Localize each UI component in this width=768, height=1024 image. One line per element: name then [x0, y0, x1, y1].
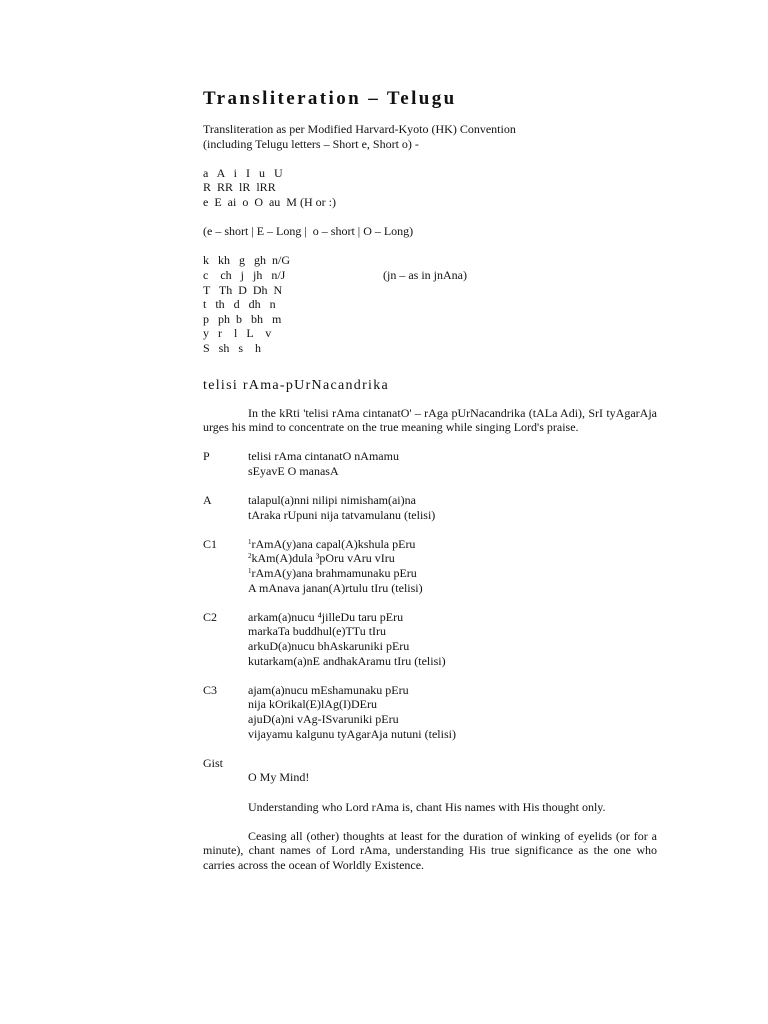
footnote-marker: 1 — [248, 567, 252, 576]
lyric-line: $^1$rAmA(y)ana brahmamunaku pEru — [248, 566, 417, 581]
consonant-line: k kh g gh n/G — [203, 253, 290, 268]
vowel-block — [203, 166, 657, 210]
lyric-line: talapul(a)nni nilipi nimisham(ai)na — [248, 493, 416, 508]
lyric-line: arkuD(a)nucu bhAskaruniki pEru — [248, 639, 410, 653]
lyric-line: ajam(a)nucu mEshamunaku pEru — [248, 682, 409, 697]
section-label: C1 — [203, 536, 218, 551]
footnote-marker: 2 — [248, 552, 252, 561]
section-label: A — [203, 493, 212, 508]
lyric-line: arkam(a)nucu ⁴jilleDu taru pEru — [248, 609, 404, 624]
lyric-line: markaTa buddhul(e)TTu tIru — [248, 624, 387, 639]
consonant-line: t th d dh n — [203, 297, 276, 312]
section-p — [203, 449, 657, 478]
lyric-line: tAraka rUpuni nija tatvamulanu (telisi) — [248, 507, 436, 522]
title-rule: _______________________________________________________ — [203, 112, 550, 122]
lyric-line: sEyavE O manasA — [248, 463, 339, 478]
intro-block — [203, 122, 657, 151]
gist-label: Gist — [203, 755, 224, 770]
lyric-line: $^2$kAm(A)dula ³pOru vAru vIru — [248, 551, 395, 566]
jn-note: (jn – as in jnAna) — [383, 267, 467, 282]
vowel-line: R RR lR lRR — [203, 180, 276, 195]
section-c1 — [203, 537, 657, 595]
section-c2 — [203, 610, 657, 668]
intro-line: Transliteration as per Modified Harvard-Kyoto (HK) Convention — [203, 122, 516, 136]
gist-line: O My Mind! — [248, 770, 310, 785]
footnote-marker: 1 — [248, 537, 252, 546]
lyric-line: telisi rAma cintanatO nAmamu — [248, 449, 399, 464]
intro-line: (including Telugu letters – Short e, Short o) - — [203, 136, 419, 151]
consonant-line: p ph b bh m — [203, 311, 282, 326]
consonant-line: c ch j jh n/J — [203, 267, 286, 282]
intro-paragraph: In the kRti 'telisi rAma cintanatO' – rAga pUrNacandrika (tALa Adi), SrI tyAgarAja urges his mind to concentrate on the true meaning while singing Lord's praise. — [203, 405, 657, 435]
consonant-line: y r l L v — [203, 326, 272, 341]
song-title: telisi rAma-pUrNacandrika — [203, 377, 390, 393]
section-label: C2 — [203, 609, 218, 624]
page-title: Transliteration – Telugu — [203, 88, 457, 109]
section-label: P — [203, 449, 210, 464]
lyric-line: kutarkam(a)nE andhakAramu tIru (telisi) — [248, 653, 446, 668]
vowel-line: e E ai o O au M (H or :) — [203, 194, 336, 209]
lyric-line: A mAnava janan(A)rtulu tIru (telisi) — [248, 580, 423, 595]
consonant-line: T Th D Dh N — [203, 282, 283, 297]
consonant-block — [203, 253, 657, 355]
section-a — [203, 493, 657, 522]
lyric-line: vijayamu kalgunu tyAgarAja nutuni (telisi) — [248, 726, 456, 741]
lyric-line: $^1$rAmA(y)ana capal(A)kshula pEru — [248, 536, 416, 551]
consonant-line: S sh s h — [203, 340, 262, 355]
vowel-line: a A i I u U — [203, 165, 283, 180]
lyric-line: nija kOrikal(E)lAg(I)DEru — [248, 697, 377, 712]
section-c3 — [203, 683, 657, 741]
vowel-note: (e – short | E – Long | o – short | O – Long) — [203, 224, 414, 239]
document-page — [203, 88, 657, 873]
section-label: C3 — [203, 682, 218, 697]
gist-paragraph: Understanding who Lord rAma is, chant His names with His thought only. — [248, 799, 606, 814]
gist-paragraph: Ceasing all (other) thoughts at least for the duration of winking of eyelids (or for a minute), chant names of Lord rAma, understanding His true significance as the one who carries across the ocean of Worldly Existence. — [203, 828, 657, 872]
lyric-line: ajuD(a)ni vAg-ISvaruniki pEru — [248, 711, 399, 726]
